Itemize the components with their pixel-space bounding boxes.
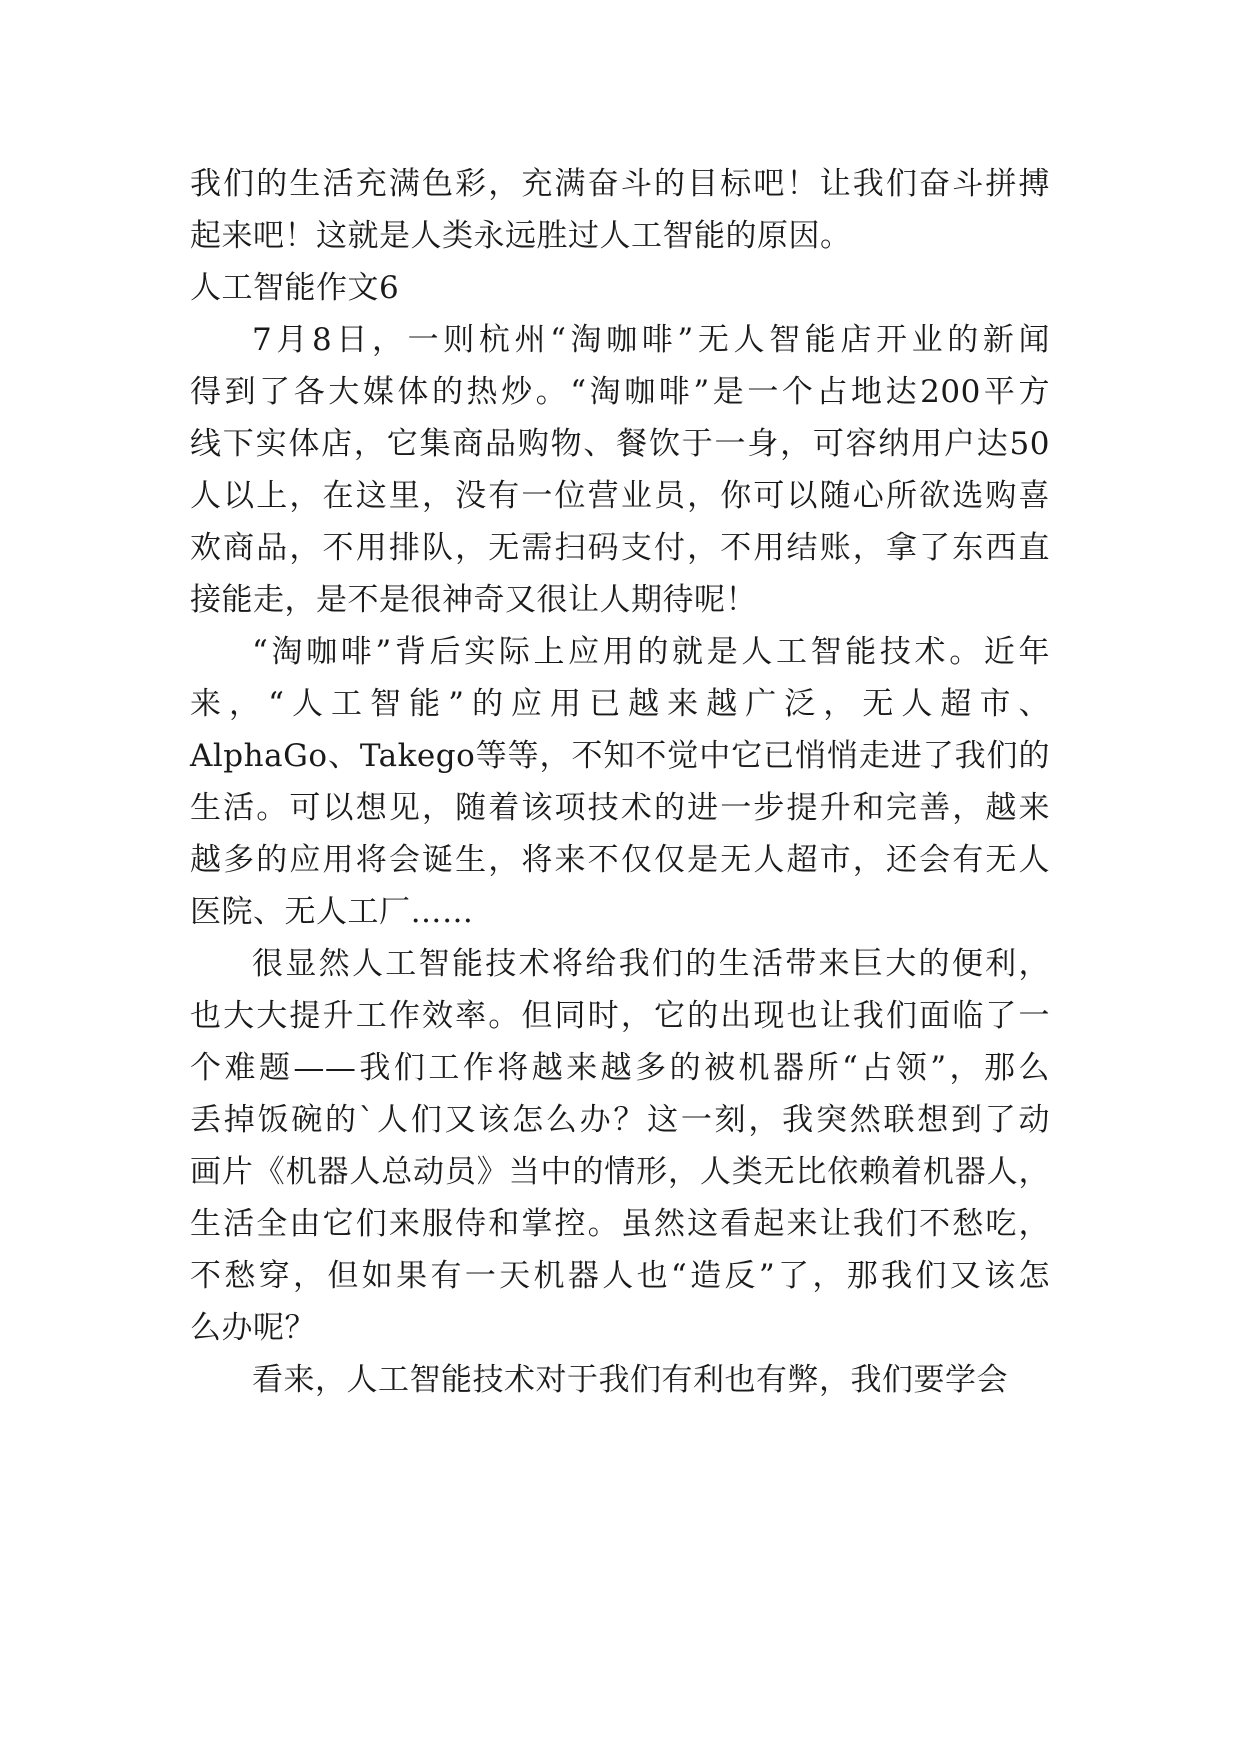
text-line: 起来吧！这就是人类永远胜过人工智能的原因。 bbox=[190, 218, 852, 254]
text-line: 人以上，在这里，没有一位营业员，你可以随心所欲选购喜 bbox=[190, 478, 1050, 514]
text-line: 生活。可以想见，随着该项技术的进一步提升和完善，越来 bbox=[190, 790, 1050, 826]
text-line: 生活全由它们来服侍和掌控。虽然这看起来让我们不愁吃， bbox=[190, 1206, 1050, 1242]
section-heading: 人工智能作文6 bbox=[190, 270, 400, 306]
text-line: 欢商品，不用排队，无需扫码支付，不用结账，拿了东西直 bbox=[190, 530, 1050, 566]
text-line: 来，“人工智能”的应用已越来越广泛，无人超市、 bbox=[190, 686, 1050, 722]
text-line: 丢掉饭碗的`人们又该怎么办？这一刻，我突然联想到了动 bbox=[190, 1102, 1050, 1138]
text-line: 接能走，是不是很神奇又很让人期待呢！ bbox=[190, 582, 757, 618]
text-line: 个难题——我们工作将越来越多的被机器所“占领”，那么 bbox=[190, 1050, 1050, 1086]
text-line: 画片《机器人总动员》当中的情形，人类无比依赖着机器人， bbox=[190, 1154, 1050, 1190]
paragraph-first-line: 看来，人工智能技术对于我们有利也有弊，我们要学会 bbox=[252, 1362, 1008, 1398]
text-line: 医院、无人工厂…… bbox=[190, 894, 474, 930]
paragraph-first-line: 很显然人工智能技术将给我们的生活带来巨大的便利， bbox=[252, 946, 1050, 982]
text-line: 得到了各大媒体的热炒。“淘咖啡”是一个占地达200平方 bbox=[190, 374, 1050, 410]
article-body bbox=[190, 158, 1050, 1406]
text-line: 我们的生活充满色彩，充满奋斗的目标吧！让我们奋斗拼搏 bbox=[190, 166, 1050, 202]
paragraph-first-line: 7月8日，一则杭州“淘咖啡”无人智能店开业的新闻 bbox=[252, 322, 1050, 358]
text-line: 么办呢？ bbox=[190, 1310, 316, 1346]
text-line: AlphaGo、Takego等等，不知不觉中它已悄悄走进了我们的 bbox=[190, 738, 1050, 774]
paragraph-first-line: “淘咖啡”背后实际上应用的就是人工智能技术。近年 bbox=[252, 634, 1050, 670]
text-line: 也大大提升工作效率。但同时，它的出现也让我们面临了一 bbox=[190, 998, 1050, 1034]
text-line: 线下实体店，它集商品购物、餐饮于一身，可容纳用户达50 bbox=[190, 426, 1050, 462]
text-line: 不愁穿，但如果有一天机器人也“造反”了，那我们又该怎 bbox=[190, 1258, 1050, 1294]
text-line: 越多的应用将会诞生，将来不仅仅是无人超市，还会有无人 bbox=[190, 842, 1050, 878]
